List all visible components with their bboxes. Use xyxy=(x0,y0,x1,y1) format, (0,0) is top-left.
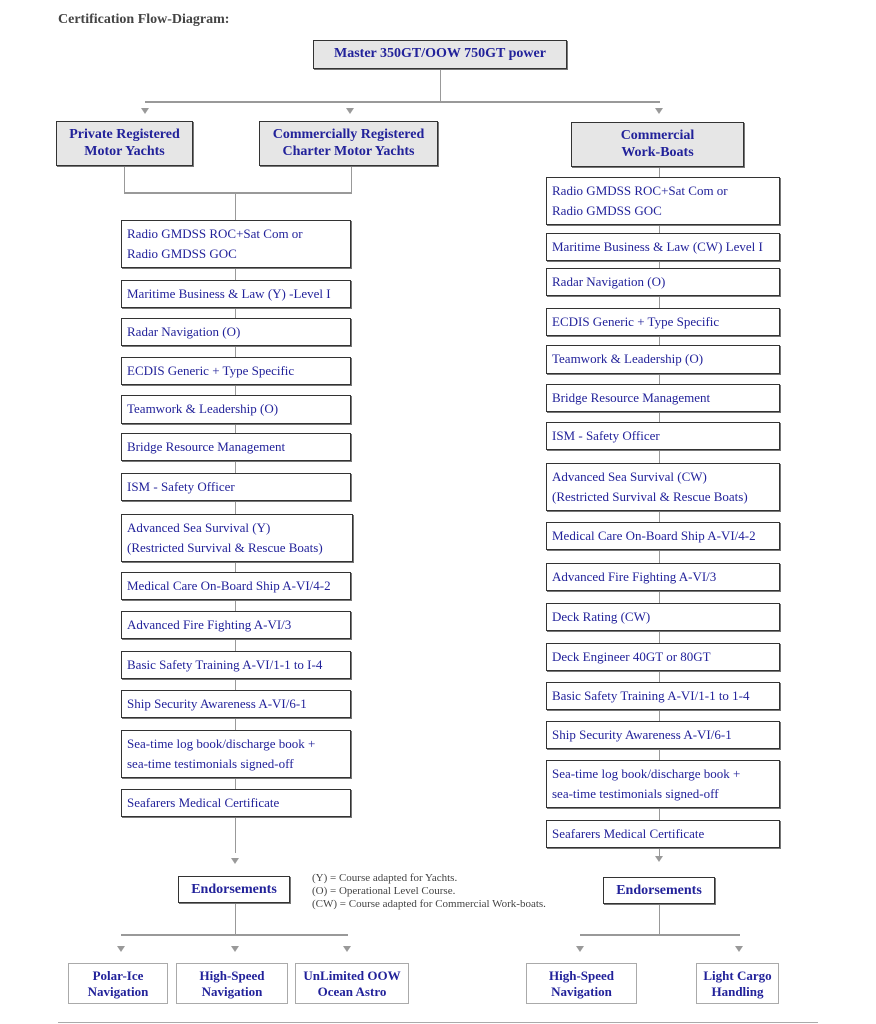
legend xyxy=(312,872,546,911)
yacht-course-box: Teamwork & Leadership (O) xyxy=(121,395,351,424)
legend-item: (O) = Operational Level Course. xyxy=(312,885,456,897)
workboat-course-box: Ship Security Awareness A-VI/6-1 xyxy=(546,721,780,749)
arrow-down-icon xyxy=(343,946,351,952)
arrow-down-icon xyxy=(655,856,663,862)
category-charter-yachts: Commercially Registered Charter Motor Yachts xyxy=(259,121,438,166)
workboat-endorsement-box: Light Cargo Handling xyxy=(696,963,779,1004)
arrow-down-icon xyxy=(117,946,125,952)
connector-line xyxy=(145,101,660,103)
yacht-endorsement-box: UnLimited OOW Ocean Astro xyxy=(295,963,409,1004)
arrow-down-icon xyxy=(735,946,743,952)
workboat-course-box: Bridge Resource Management xyxy=(546,384,780,412)
connector-line xyxy=(440,68,441,101)
workboat-endorsement-box: High-Speed Navigation xyxy=(526,963,637,1004)
connector-line xyxy=(351,165,352,193)
yacht-course-box: Radar Navigation (O) xyxy=(121,318,351,346)
category-work-boats: Commercial Work-Boats xyxy=(571,122,744,167)
root-box: Master 350GT/OOW 750GT power xyxy=(313,40,567,69)
legend-item: (Y) = Course adapted for Yachts. xyxy=(312,872,458,884)
workboat-course-box: ECDIS Generic + Type Specific xyxy=(546,308,780,336)
workboat-course-box: Deck Rating (CW) xyxy=(546,603,780,631)
connector-line xyxy=(121,934,348,936)
yacht-course-box: Medical Care On-Board Ship A-VI/4-2 xyxy=(121,572,351,600)
workboat-course-box: Radio GMDSS ROC+Sat Com or Radio GMDSS GOC xyxy=(546,177,780,225)
yacht-course-box: Seafarers Medical Certificate xyxy=(121,789,351,817)
endorsements-box-workboats: Endorsements xyxy=(603,877,715,904)
connector-line xyxy=(580,934,740,936)
arrow-down-icon xyxy=(576,946,584,952)
yacht-course-box: Basic Safety Training A-VI/1-1 to I-4 xyxy=(121,651,351,679)
workboat-course-box: Seafarers Medical Certificate xyxy=(546,820,780,848)
workboat-course-box: Maritime Business & Law (CW) Level I xyxy=(546,233,780,261)
yacht-course-box: Maritime Business & Law (Y) -Level I xyxy=(121,280,351,308)
workboat-course-box: Medical Care On-Board Ship A-VI/4-2 xyxy=(546,522,780,550)
workboat-course-box: Advanced Sea Survival (CW) (Restricted Survival & Rescue Boats) xyxy=(546,463,780,511)
workboat-course-box: Advanced Fire Fighting A-VI/3 xyxy=(546,563,780,591)
workboat-course-box: Deck Engineer 40GT or 80GT xyxy=(546,643,780,671)
endorsements-box-yachts: Endorsements xyxy=(178,876,290,903)
connector-line xyxy=(124,192,352,194)
workboat-course-box: Basic Safety Training A-VI/1-1 to 1-4 xyxy=(546,682,780,710)
yacht-course-box: Ship Security Awareness A-VI/6-1 xyxy=(121,690,351,718)
yacht-course-box: Radio GMDSS ROC+Sat Com or Radio GMDSS GOC xyxy=(121,220,351,268)
yacht-course-box: ECDIS Generic + Type Specific xyxy=(121,357,351,385)
yacht-course-box: Bridge Resource Management xyxy=(121,433,351,461)
category-private-yachts: Private Registered Motor Yachts xyxy=(56,121,193,166)
arrow-down-icon xyxy=(655,108,663,114)
arrow-down-icon xyxy=(231,858,239,864)
yacht-course-box: Advanced Sea Survival (Y) (Restricted Survival & Rescue Boats) xyxy=(121,514,353,562)
yacht-course-box: Advanced Fire Fighting A-VI/3 xyxy=(121,611,351,639)
legend-item: (CW) = Course adapted for Commercial Work-boats. xyxy=(312,898,546,910)
yacht-endorsement-box: High-Speed Navigation xyxy=(176,963,288,1004)
arrow-down-icon xyxy=(346,108,354,114)
yacht-endorsement-box: Polar-Ice Navigation xyxy=(68,963,168,1004)
workboat-course-box: Sea-time log book/discharge book + sea-time testimonials signed-off xyxy=(546,760,780,808)
divider xyxy=(58,1022,818,1023)
workboat-course-box: ISM - Safety Officer xyxy=(546,422,780,450)
yacht-course-box: Sea-time log book/discharge book + sea-time testimonials signed-off xyxy=(121,730,351,778)
arrow-down-icon xyxy=(141,108,149,114)
connector-line xyxy=(235,902,236,935)
diagram-title: Certification Flow-Diagram: xyxy=(58,12,230,27)
yacht-course-box: ISM - Safety Officer xyxy=(121,473,351,501)
workboat-course-box: Teamwork & Leadership (O) xyxy=(546,345,780,374)
arrow-down-icon xyxy=(231,946,239,952)
connector-line xyxy=(659,903,660,935)
connector-line xyxy=(124,165,125,193)
workboat-course-box: Radar Navigation (O) xyxy=(546,268,780,296)
